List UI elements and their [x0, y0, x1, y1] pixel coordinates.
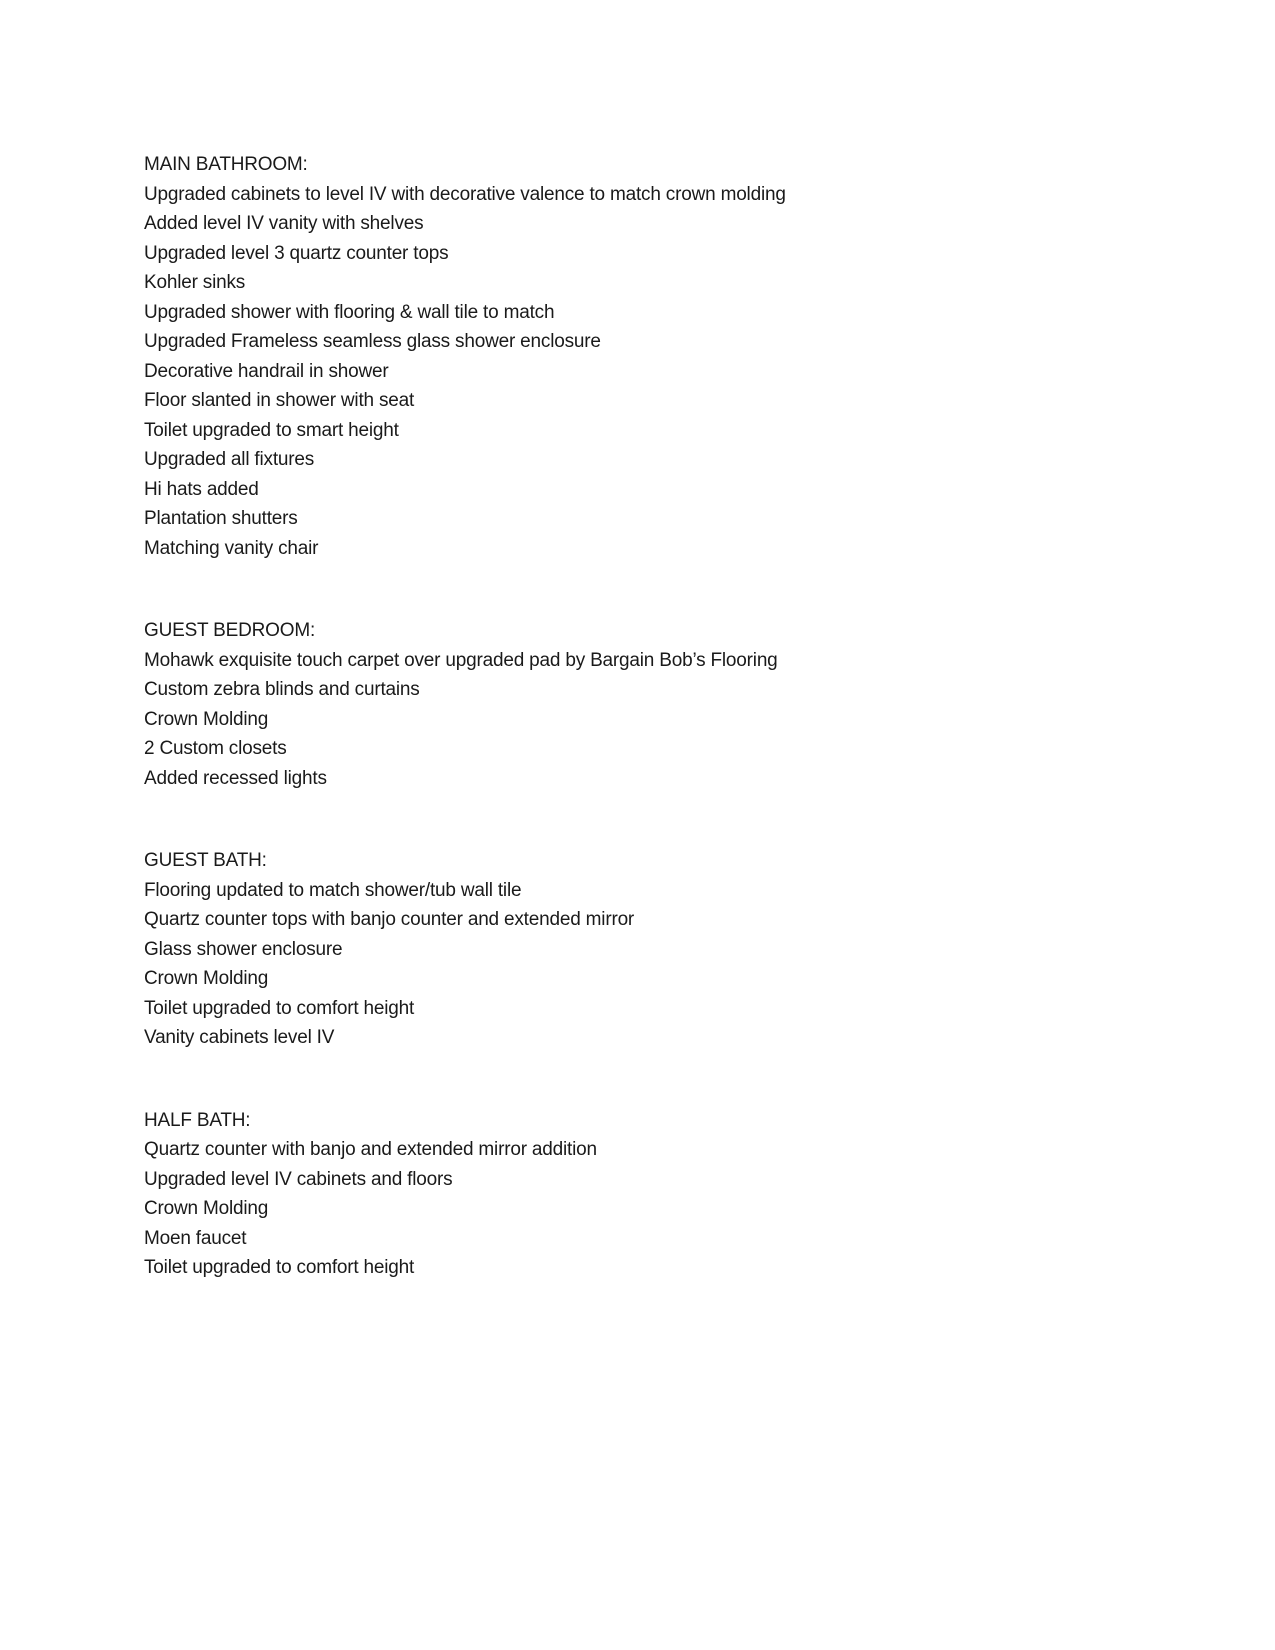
list-item: Crown Molding [144, 708, 269, 730]
list-item: Quartz counter with banjo and extended mirror addition [144, 1139, 597, 1160]
section-heading: HALF BATH: [144, 1109, 251, 1131]
list-item: Toilet upgraded to comfort height [144, 1257, 415, 1278]
list-item: Upgraded level 3 quartz counter tops [144, 242, 449, 264]
list-item: Plantation shutters [144, 508, 298, 529]
section-heading: MAIN BATHROOM: [144, 154, 308, 175]
list-item: Upgraded cabinets to level IV with decorative valence to match crown molding [144, 183, 786, 205]
document-content [144, 150, 1155, 1283]
list-item: Hi hats added [144, 478, 259, 500]
document-section [144, 1106, 1155, 1283]
section-heading: GUEST BEDROOM: [144, 620, 316, 641]
document-section [144, 616, 1155, 793]
list-item: 2 Custom closets [144, 738, 287, 759]
list-item: Crown Molding [144, 1198, 269, 1219]
list-item: Glass shower enclosure [144, 938, 343, 960]
list-item: Upgraded Frameless seamless glass shower enclosure [144, 331, 601, 352]
list-item: Custom zebra blinds and curtains [144, 679, 420, 700]
list-item: Upgraded all fixtures [144, 449, 315, 470]
list-item: Crown Molding [144, 968, 269, 989]
list-item: Toilet upgraded to smart height [144, 419, 399, 441]
list-item: Added recessed lights [144, 767, 327, 789]
list-item: Flooring updated to match shower/tub wall tile [144, 879, 522, 901]
list-item: Mohawk exquisite touch carpet over upgraded pad by Bargain Bob’s Flooring [144, 649, 778, 671]
list-item: Kohler sinks [144, 272, 246, 293]
document-section [144, 150, 1155, 563]
list-item: Matching vanity chair [144, 537, 319, 559]
document-section [144, 846, 1155, 1053]
list-item: Quartz counter tops with banjo counter and extended mirror [144, 909, 635, 930]
list-item: Decorative handrail in shower [144, 360, 389, 382]
list-item: Upgraded level IV cabinets and floors [144, 1168, 453, 1190]
list-item: Upgraded shower with flooring & wall tile to match [144, 301, 555, 323]
list-item: Floor slanted in shower with seat [144, 390, 415, 411]
list-item: Vanity cabinets level IV [144, 1027, 335, 1048]
list-item: Moen faucet [144, 1227, 247, 1249]
list-item: Toilet upgraded to comfort height [144, 997, 415, 1019]
list-item: Added level IV vanity with shelves [144, 213, 424, 234]
section-heading: GUEST BATH: [144, 850, 267, 871]
